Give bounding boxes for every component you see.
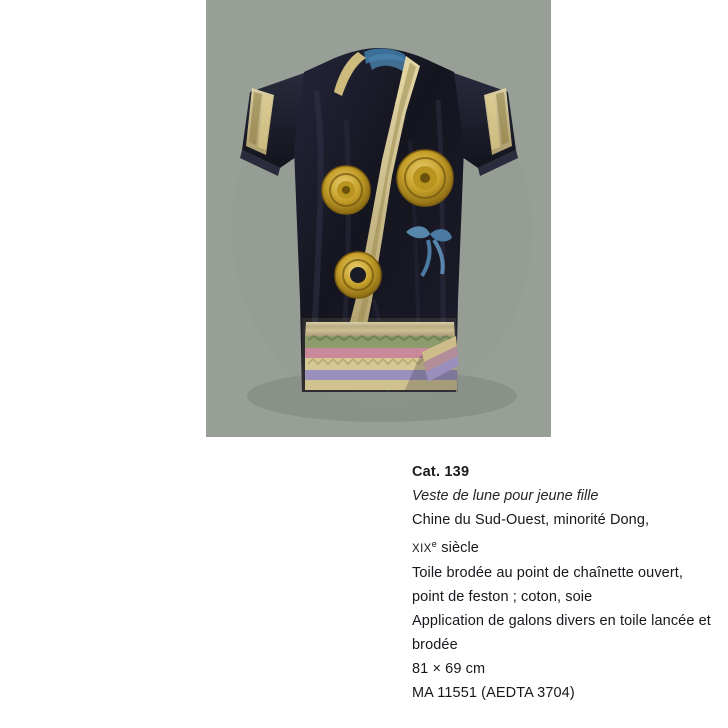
garment-illustration (206, 0, 551, 437)
object-photograph (206, 0, 551, 437)
century-smallcaps: XIXe (412, 539, 438, 555)
object-title: Veste de lune pour jeune fille (412, 488, 599, 504)
inventory-number: MA 11551 (AEDTA 3704) (412, 684, 575, 701)
technique-line-1: Toile brodée au point de chaînette ouvert, (412, 564, 684, 581)
content-column (206, 0, 711, 728)
object-dimensions: 81 × 69 cm (412, 660, 486, 677)
medallion-left (322, 166, 370, 214)
medallion-upper-right (397, 150, 453, 206)
object-origin: Chine du Sud-Ouest, minorité Dong, (412, 512, 650, 528)
photo-inner (206, 0, 551, 437)
object-date (412, 532, 728, 561)
catalogue-number: Cat. 139 (412, 464, 470, 480)
technique-line-4: brodée (412, 636, 458, 653)
caption-block (412, 460, 728, 705)
technique-line-2: point de feston ; coton, soie (412, 588, 593, 605)
medallion-lower (335, 252, 381, 298)
century-rest: siècle (437, 539, 479, 556)
hem-bands (302, 318, 458, 392)
technique-line-3: Application de galons divers en toile lancée et (412, 612, 711, 629)
